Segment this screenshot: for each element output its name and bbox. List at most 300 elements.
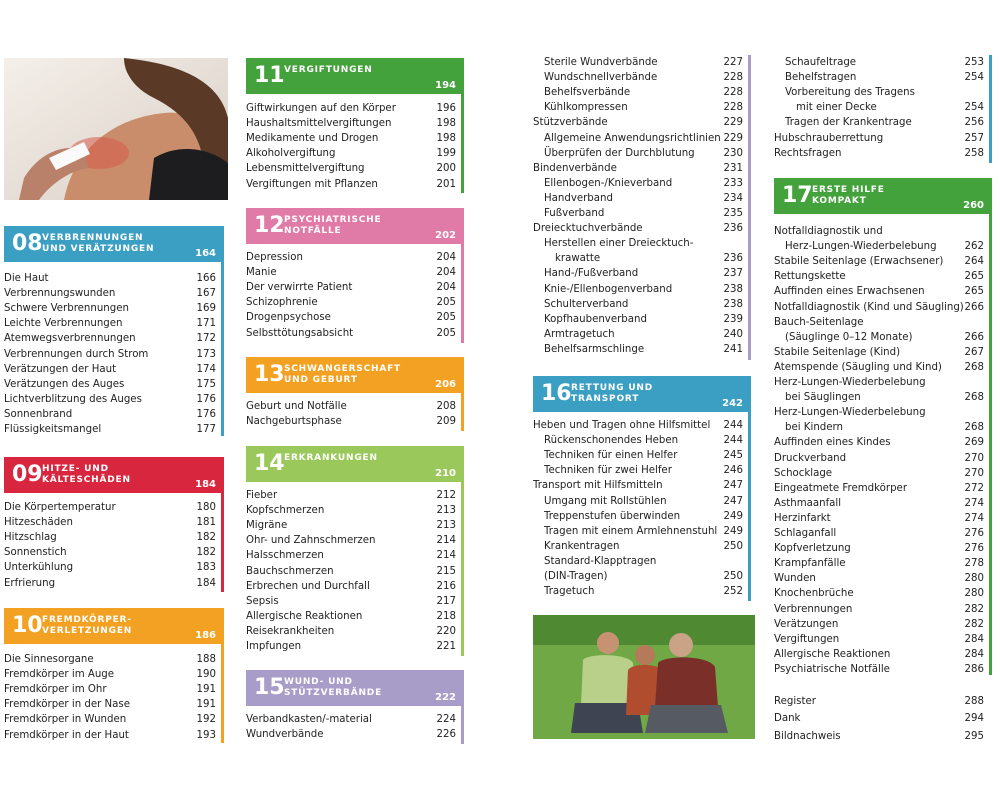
entry-title: bei Säuglingen: [785, 392, 861, 404]
section-14-entry[interactable]: [246, 518, 456, 533]
section-number: 13: [254, 362, 285, 387]
section-08-entry[interactable]: [4, 362, 216, 377]
entry-title: Knie-/Ellenbogenverband: [544, 283, 673, 295]
section-15-cont-entry[interactable]: [544, 146, 743, 161]
section-14-entry[interactable]: [246, 503, 456, 518]
section-15-cont-entry[interactable]: [544, 327, 743, 342]
entry-title: Sonnenstich: [4, 547, 67, 559]
entry-title: Schwere Verbrennungen: [4, 303, 129, 315]
entry-title: Sepsis: [246, 595, 279, 607]
entry-page: 272: [964, 482, 984, 494]
entry-page: 234: [723, 192, 743, 204]
section-17-entry[interactable]: [774, 254, 984, 269]
entry-title: Fremdkörper in Wunden: [4, 714, 127, 726]
entry-title: Allergische Reaktionen: [246, 610, 363, 622]
section-08-entry[interactable]: [4, 331, 216, 346]
entry-page: 280: [964, 573, 984, 585]
entry-page: 198: [436, 118, 456, 130]
entry-page: 266: [964, 331, 984, 343]
section-14-entry[interactable]: [246, 639, 456, 654]
section-15-entry[interactable]: [246, 727, 456, 742]
section-17-entry[interactable]: [774, 662, 984, 677]
entry-page: 257: [964, 132, 984, 144]
entry-title: Verbrennungen: [774, 603, 853, 615]
section-08-entry[interactable]: [4, 392, 216, 407]
entry-title: Rückenschonendes Heben: [544, 435, 679, 447]
entry-page: 237: [723, 268, 743, 280]
section-17-entry[interactable]: [774, 541, 984, 556]
section-17-entry[interactable]: [774, 360, 984, 375]
entry-title: Vergiftungen mit Pflanzen: [246, 178, 378, 190]
section-08-entry[interactable]: [4, 407, 216, 422]
back-matter-entry[interactable]: [774, 694, 984, 709]
section-title: WUND- UND STÜTZVERBÄNDE: [284, 677, 383, 698]
section-16-entry[interactable]: [544, 569, 743, 584]
section-17-entry[interactable]: [774, 511, 984, 526]
entry-title: Die Haut: [4, 273, 49, 284]
section-15-cont-entry[interactable]: [544, 312, 743, 327]
section-08-entry[interactable]: [4, 286, 216, 301]
section-17-entry[interactable]: [774, 586, 984, 601]
section-17-entry[interactable]: [774, 269, 984, 284]
entry-page: 191: [196, 699, 216, 711]
section-header-15[interactable]: [246, 670, 464, 706]
section-page: 222: [435, 692, 456, 703]
section-17-entry[interactable]: [774, 647, 984, 662]
section-header-11[interactable]: [246, 58, 464, 94]
section-16-entry[interactable]: [544, 448, 743, 463]
entry-title: Fremdkörper im Ohr: [4, 684, 107, 696]
section-16-entry[interactable]: [544, 554, 743, 569]
entry-page: 176: [196, 408, 216, 420]
section-header-17[interactable]: [774, 178, 992, 214]
entry-title: (DIN-Tragen): [544, 571, 608, 582]
entry-page: 250: [723, 571, 743, 582]
entry-page: 244: [723, 420, 743, 431]
section-15-cont-entry[interactable]: [544, 266, 743, 281]
section-09-entry[interactable]: [4, 500, 216, 515]
section-header-13[interactable]: [246, 357, 464, 393]
sunburn-photo: [4, 58, 228, 200]
section-10-entry[interactable]: [4, 697, 216, 712]
entry-page: 294: [964, 713, 984, 725]
entry-title: Druckverband: [774, 452, 847, 464]
entry-page: 198: [436, 133, 456, 145]
entry-page: 236: [723, 223, 743, 235]
entry-page: 265: [964, 286, 984, 298]
entry-page: 250: [723, 540, 743, 552]
section-17-entry[interactable]: [774, 405, 984, 420]
section-16-entry[interactable]: [544, 584, 743, 599]
section-15-cont-entry[interactable]: [544, 297, 743, 312]
section-09-entry[interactable]: [4, 515, 216, 530]
section-stripe: [461, 482, 464, 656]
entry-title: Atemspende (Säugling und Kind): [774, 361, 942, 373]
entry-page: 256: [964, 117, 984, 129]
section-stripe: [221, 262, 224, 436]
section-16-cont-entry[interactable]: [785, 115, 984, 130]
section-stripe: [221, 493, 224, 592]
entry-page: 212: [436, 490, 456, 501]
entry-page: 238: [723, 283, 743, 295]
section-14-entry[interactable]: [246, 564, 456, 579]
section-12-entry[interactable]: [246, 295, 456, 310]
section-11-entry[interactable]: [246, 177, 456, 192]
entry-page: 175: [196, 378, 216, 390]
entry-page: 247: [723, 495, 743, 507]
entry-title: Hitzeschäden: [4, 517, 73, 529]
entry-title: Techniken für einen Helfer: [544, 450, 678, 462]
entry-page: 227: [723, 57, 743, 68]
section-title: VERBRENNUNGEN UND VERÄTZUNGEN: [42, 233, 155, 254]
entry-page: 209: [436, 416, 456, 428]
section-page: 210: [435, 468, 456, 479]
section-15-cont-entry[interactable]: [544, 191, 743, 206]
entry-title: Psychiatrische Notfälle: [774, 663, 890, 675]
section-17-entry[interactable]: [774, 571, 984, 586]
section-15-cont-entry[interactable]: [544, 206, 743, 221]
section-title: ERSTE HILFE KOMPAKT: [812, 185, 885, 206]
section-15-cont-entry[interactable]: [544, 131, 743, 146]
section-header-09[interactable]: [4, 457, 224, 493]
section-16-entry[interactable]: [533, 478, 743, 493]
section-16-cont-entry[interactable]: [785, 55, 984, 70]
section-14-entry[interactable]: [246, 533, 456, 548]
section-16-cont-entry[interactable]: [774, 146, 984, 161]
entry-title: Eingeatmete Fremdkörper: [774, 482, 908, 494]
section-17-entry[interactable]: [774, 435, 984, 450]
section-17-entry[interactable]: [774, 632, 984, 647]
section-15-cont-entry[interactable]: [533, 221, 743, 236]
section-14-entry[interactable]: [246, 594, 456, 609]
section-title: FREMDKÖRPER- VERLETZUNGEN: [42, 615, 133, 636]
entry-page: 262: [964, 241, 984, 253]
entry-title: Treppenstufen überwinden: [544, 510, 681, 522]
entry-page: 228: [723, 102, 743, 114]
entry-page: 213: [436, 505, 456, 517]
entry-title: Migräne: [246, 520, 288, 532]
section-11-entry[interactable]: [246, 101, 456, 116]
section-08-entry[interactable]: [4, 301, 216, 316]
entry-page: 204: [436, 267, 456, 279]
section-header-14[interactable]: [246, 446, 464, 482]
entry-page: 268: [964, 422, 984, 434]
entry-page: 208: [436, 401, 456, 412]
entry-page: 278: [964, 558, 984, 570]
section-12-entry[interactable]: [246, 280, 456, 295]
entry-title: Sonnenbrand: [4, 408, 73, 420]
entry-page: 247: [723, 480, 743, 492]
back-matter-entry[interactable]: [774, 711, 984, 726]
section-16-cont-entry[interactable]: [785, 70, 984, 85]
entry-title: Fußverband: [544, 208, 605, 219]
entry-title: Krankentragen: [544, 540, 620, 552]
entry-page: 204: [436, 282, 456, 294]
section-17-entry[interactable]: [774, 526, 984, 541]
entry-title: Fremdkörper in der Haut: [4, 729, 129, 741]
section-16-entry[interactable]: [544, 539, 743, 554]
section-15-cont-entry[interactable]: [544, 282, 743, 297]
entry-page: 182: [196, 532, 216, 544]
entry-page: 224: [436, 714, 456, 725]
section-16-entry[interactable]: [544, 494, 743, 509]
section-title: PSYCHIATRISCHE NOTFÄLLE: [284, 215, 382, 236]
entry-title: Tragetuch: [544, 586, 595, 598]
section-stripe: [221, 644, 224, 743]
entry-title: Fieber: [246, 490, 278, 501]
entry-title: Allergische Reaktionen: [774, 648, 891, 660]
entry-title: Bildnachweis: [774, 730, 841, 742]
section-17-entry[interactable]: [785, 390, 984, 405]
entry-page: 270: [964, 467, 984, 479]
entry-title: Schulterverband: [544, 298, 629, 310]
entry-title: (Säuglinge 0–12 Monate): [785, 331, 913, 343]
section-number: 15: [254, 675, 285, 700]
entry-title: Notfalldiagnostik (Kind und Säugling): [774, 301, 964, 313]
entry-page: 254: [964, 102, 984, 114]
section-17-entry[interactable]: [785, 330, 984, 345]
section-stripe: [461, 706, 464, 744]
section-17-entry[interactable]: [774, 496, 984, 511]
section-14-entry[interactable]: [246, 624, 456, 639]
section-09-entry[interactable]: [4, 545, 216, 560]
section-15-cont-entry[interactable]: [555, 251, 743, 266]
section-16-entry[interactable]: [533, 418, 743, 433]
section-17-entry[interactable]: [774, 224, 984, 239]
entry-page: 201: [436, 178, 456, 190]
section-14-entry[interactable]: [246, 548, 456, 563]
section-15-cont-entry[interactable]: [544, 100, 743, 115]
section-13-entry[interactable]: [246, 399, 456, 414]
entry-page: 230: [723, 147, 743, 159]
entry-title: Fremdkörper in der Nase: [4, 699, 130, 711]
entry-page: 238: [723, 298, 743, 310]
entry-page: 216: [436, 580, 456, 592]
section-10-entry[interactable]: [4, 682, 216, 697]
section-14-entry[interactable]: [246, 609, 456, 624]
section-15-entry[interactable]: [246, 712, 456, 727]
entry-page: 221: [436, 641, 456, 652]
entry-title: Wundschnellverbände: [544, 72, 658, 84]
section-header-10[interactable]: [4, 608, 224, 644]
entry-title: Transport mit Hilfsmitteln: [533, 480, 663, 492]
entry-title: Behelfsverbände: [544, 87, 631, 99]
entry-page: 172: [196, 333, 216, 345]
section-09-entry[interactable]: [4, 576, 216, 591]
section-page: 202: [435, 230, 456, 241]
section-10-entry[interactable]: [4, 712, 216, 727]
section-title: SCHWANGERSCHAFT UND GEBURT: [284, 364, 401, 385]
section-14-entry[interactable]: [246, 488, 456, 503]
entry-title: Auffinden eines Erwachsenen: [774, 286, 925, 298]
section-page: 184: [195, 479, 216, 490]
entry-page: 181: [196, 517, 216, 529]
section-11-entry[interactable]: [246, 116, 456, 131]
section-12-entry[interactable]: [246, 310, 456, 325]
entry-title: Ohr- und Zahnschmerzen: [246, 535, 376, 547]
entry-title: Die Körpertemperatur: [4, 502, 116, 513]
section-15-cont-entry[interactable]: [544, 342, 743, 357]
section-15-cont-entry[interactable]: [533, 161, 743, 176]
entry-title: Atemwegsverbrennungen: [4, 333, 136, 345]
section-number: 12: [254, 213, 285, 238]
section-17-entry[interactable]: [774, 284, 984, 299]
section-08-entry[interactable]: [4, 377, 216, 392]
entry-title: Rechtsfragen: [774, 147, 842, 159]
entry-page: 241: [723, 343, 743, 355]
section-15-cont-entry[interactable]: [544, 236, 743, 251]
section-11-entry[interactable]: [246, 131, 456, 146]
entry-page: 169: [196, 303, 216, 315]
section-17-entry[interactable]: [774, 345, 984, 360]
section-15-cont-entry[interactable]: [533, 115, 743, 130]
section-page: 206: [435, 379, 456, 390]
section-08-entry[interactable]: [4, 316, 216, 331]
entry-title: Register: [774, 696, 816, 707]
section-stripe: [748, 412, 751, 601]
entry-title: Verätzungen der Haut: [4, 363, 117, 375]
entry-page: 236: [723, 253, 743, 265]
section-title: RETTUNG UND TRANSPORT: [571, 383, 654, 404]
entry-title: bei Kindern: [785, 422, 843, 434]
entry-page: 205: [436, 297, 456, 309]
entry-page: 233: [723, 177, 743, 189]
section-17-entry[interactable]: [785, 420, 984, 435]
section-15-cont-entry[interactable]: [544, 55, 743, 70]
section-17-entry[interactable]: [774, 466, 984, 481]
section-17-entry[interactable]: [774, 556, 984, 571]
entry-title: Auffinden eines Kindes: [774, 437, 891, 449]
entry-page: 214: [436, 535, 456, 547]
entry-page: 274: [964, 512, 984, 524]
section-17-entry[interactable]: [774, 300, 984, 315]
entry-title: Verätzungen: [774, 618, 839, 630]
entry-page: 284: [964, 648, 984, 660]
section-17-entry[interactable]: [774, 602, 984, 617]
section-17-entry[interactable]: [774, 481, 984, 496]
entry-page: 270: [964, 452, 984, 464]
entry-page: 205: [436, 312, 456, 324]
entry-title: Heben und Tragen ohne Hilfsmittel: [533, 420, 711, 431]
entry-page: 199: [436, 148, 456, 160]
entry-page: 286: [964, 663, 984, 675]
entry-title: Fremdkörper im Auge: [4, 669, 115, 681]
entry-page: 218: [436, 610, 456, 622]
entry-title: Umgang mit Rollstühlen: [544, 495, 667, 507]
entry-title: Depression: [246, 252, 303, 263]
section-14-entry[interactable]: [246, 579, 456, 594]
entry-title: Verbrennungen durch Strom: [4, 348, 149, 360]
section-11-entry[interactable]: [246, 161, 456, 176]
section-stripe: [748, 55, 751, 360]
section-15-cont-entry[interactable]: [544, 70, 743, 85]
entry-page: 249: [723, 525, 743, 537]
section-16-entry[interactable]: [544, 524, 743, 539]
section-08-entry[interactable]: [4, 347, 216, 362]
section-15-cont-entry[interactable]: [544, 85, 743, 100]
section-title: HITZE- UND KÄLTESCHÄDEN: [42, 464, 131, 485]
entry-title: Wundverbände: [246, 729, 324, 741]
section-17-entry[interactable]: [774, 617, 984, 632]
section-09-entry[interactable]: [4, 530, 216, 545]
entry-page: 274: [964, 497, 984, 509]
section-16-entry[interactable]: [544, 433, 743, 448]
section-12-entry[interactable]: [246, 326, 456, 341]
section-header-12[interactable]: [246, 208, 464, 244]
entry-page: 180: [196, 502, 216, 513]
section-title: ERKRANKUNGEN: [284, 453, 378, 463]
entry-title: mit einer Decke: [796, 102, 877, 114]
section-17-entry[interactable]: [774, 375, 984, 390]
section-08-entry[interactable]: [4, 422, 216, 437]
section-09-entry[interactable]: [4, 560, 216, 575]
entry-title: Standard-Klapptragen: [544, 555, 657, 567]
section-16-entry[interactable]: [544, 509, 743, 524]
entry-title: Verbrennungswunden: [4, 288, 116, 300]
entry-page: 245: [723, 450, 743, 462]
section-stripe: [461, 393, 464, 431]
section-10-entry[interactable]: [4, 728, 216, 743]
entry-page: 240: [723, 328, 743, 340]
entry-title: Knochenbrüche: [774, 588, 854, 600]
section-17-entry[interactable]: [774, 451, 984, 466]
back-matter-entry[interactable]: [774, 729, 984, 744]
section-header-16[interactable]: [533, 376, 751, 412]
entry-page: 258: [964, 147, 984, 159]
entry-title: Erfrierung: [4, 577, 56, 589]
entry-title: Manie: [246, 267, 277, 279]
entry-page: 188: [196, 654, 216, 665]
entry-page: 282: [964, 603, 984, 615]
entry-title: Verbandkasten/-material: [246, 714, 372, 725]
section-header-08[interactable]: [4, 226, 224, 262]
section-16-cont-entry[interactable]: [785, 85, 984, 100]
section-10-entry[interactable]: [4, 667, 216, 682]
section-15-cont-entry[interactable]: [544, 176, 743, 191]
entry-title: Behelfsarmschlinge: [544, 343, 645, 355]
entry-title: Sterile Wundverbände: [544, 57, 658, 68]
entry-title: Techniken für zwei Helfer: [544, 465, 672, 477]
section-number: 10: [12, 613, 43, 638]
entry-page: 166: [196, 273, 216, 284]
entry-page: 196: [436, 103, 456, 114]
entry-page: 192: [196, 714, 216, 726]
section-16-entry[interactable]: [544, 463, 743, 478]
entry-page: 171: [196, 318, 216, 330]
entry-page: 177: [196, 424, 216, 435]
entry-page: 226: [436, 729, 456, 741]
entry-page: 214: [436, 550, 456, 562]
entry-page: 182: [196, 547, 216, 559]
section-13-entry[interactable]: [246, 414, 456, 429]
entry-title: Asthmaanfall: [774, 497, 842, 509]
section-12-entry[interactable]: [246, 265, 456, 280]
entry-title: Stabile Seitenlage (Erwachsener): [774, 256, 944, 268]
section-12-entry[interactable]: [246, 250, 456, 265]
section-page: 164: [195, 248, 216, 259]
section-16-cont-entry[interactable]: [796, 100, 984, 115]
section-17-entry[interactable]: [785, 239, 984, 254]
entry-page: 268: [964, 392, 984, 404]
section-17-entry[interactable]: [774, 315, 984, 330]
section-16-cont-entry[interactable]: [774, 131, 984, 146]
entry-page: 174: [196, 363, 216, 375]
entry-page: 213: [436, 520, 456, 532]
section-11-entry[interactable]: [246, 146, 456, 161]
section-10-entry[interactable]: [4, 652, 216, 667]
entry-page: 190: [196, 669, 216, 681]
section-08-entry[interactable]: [4, 271, 216, 286]
